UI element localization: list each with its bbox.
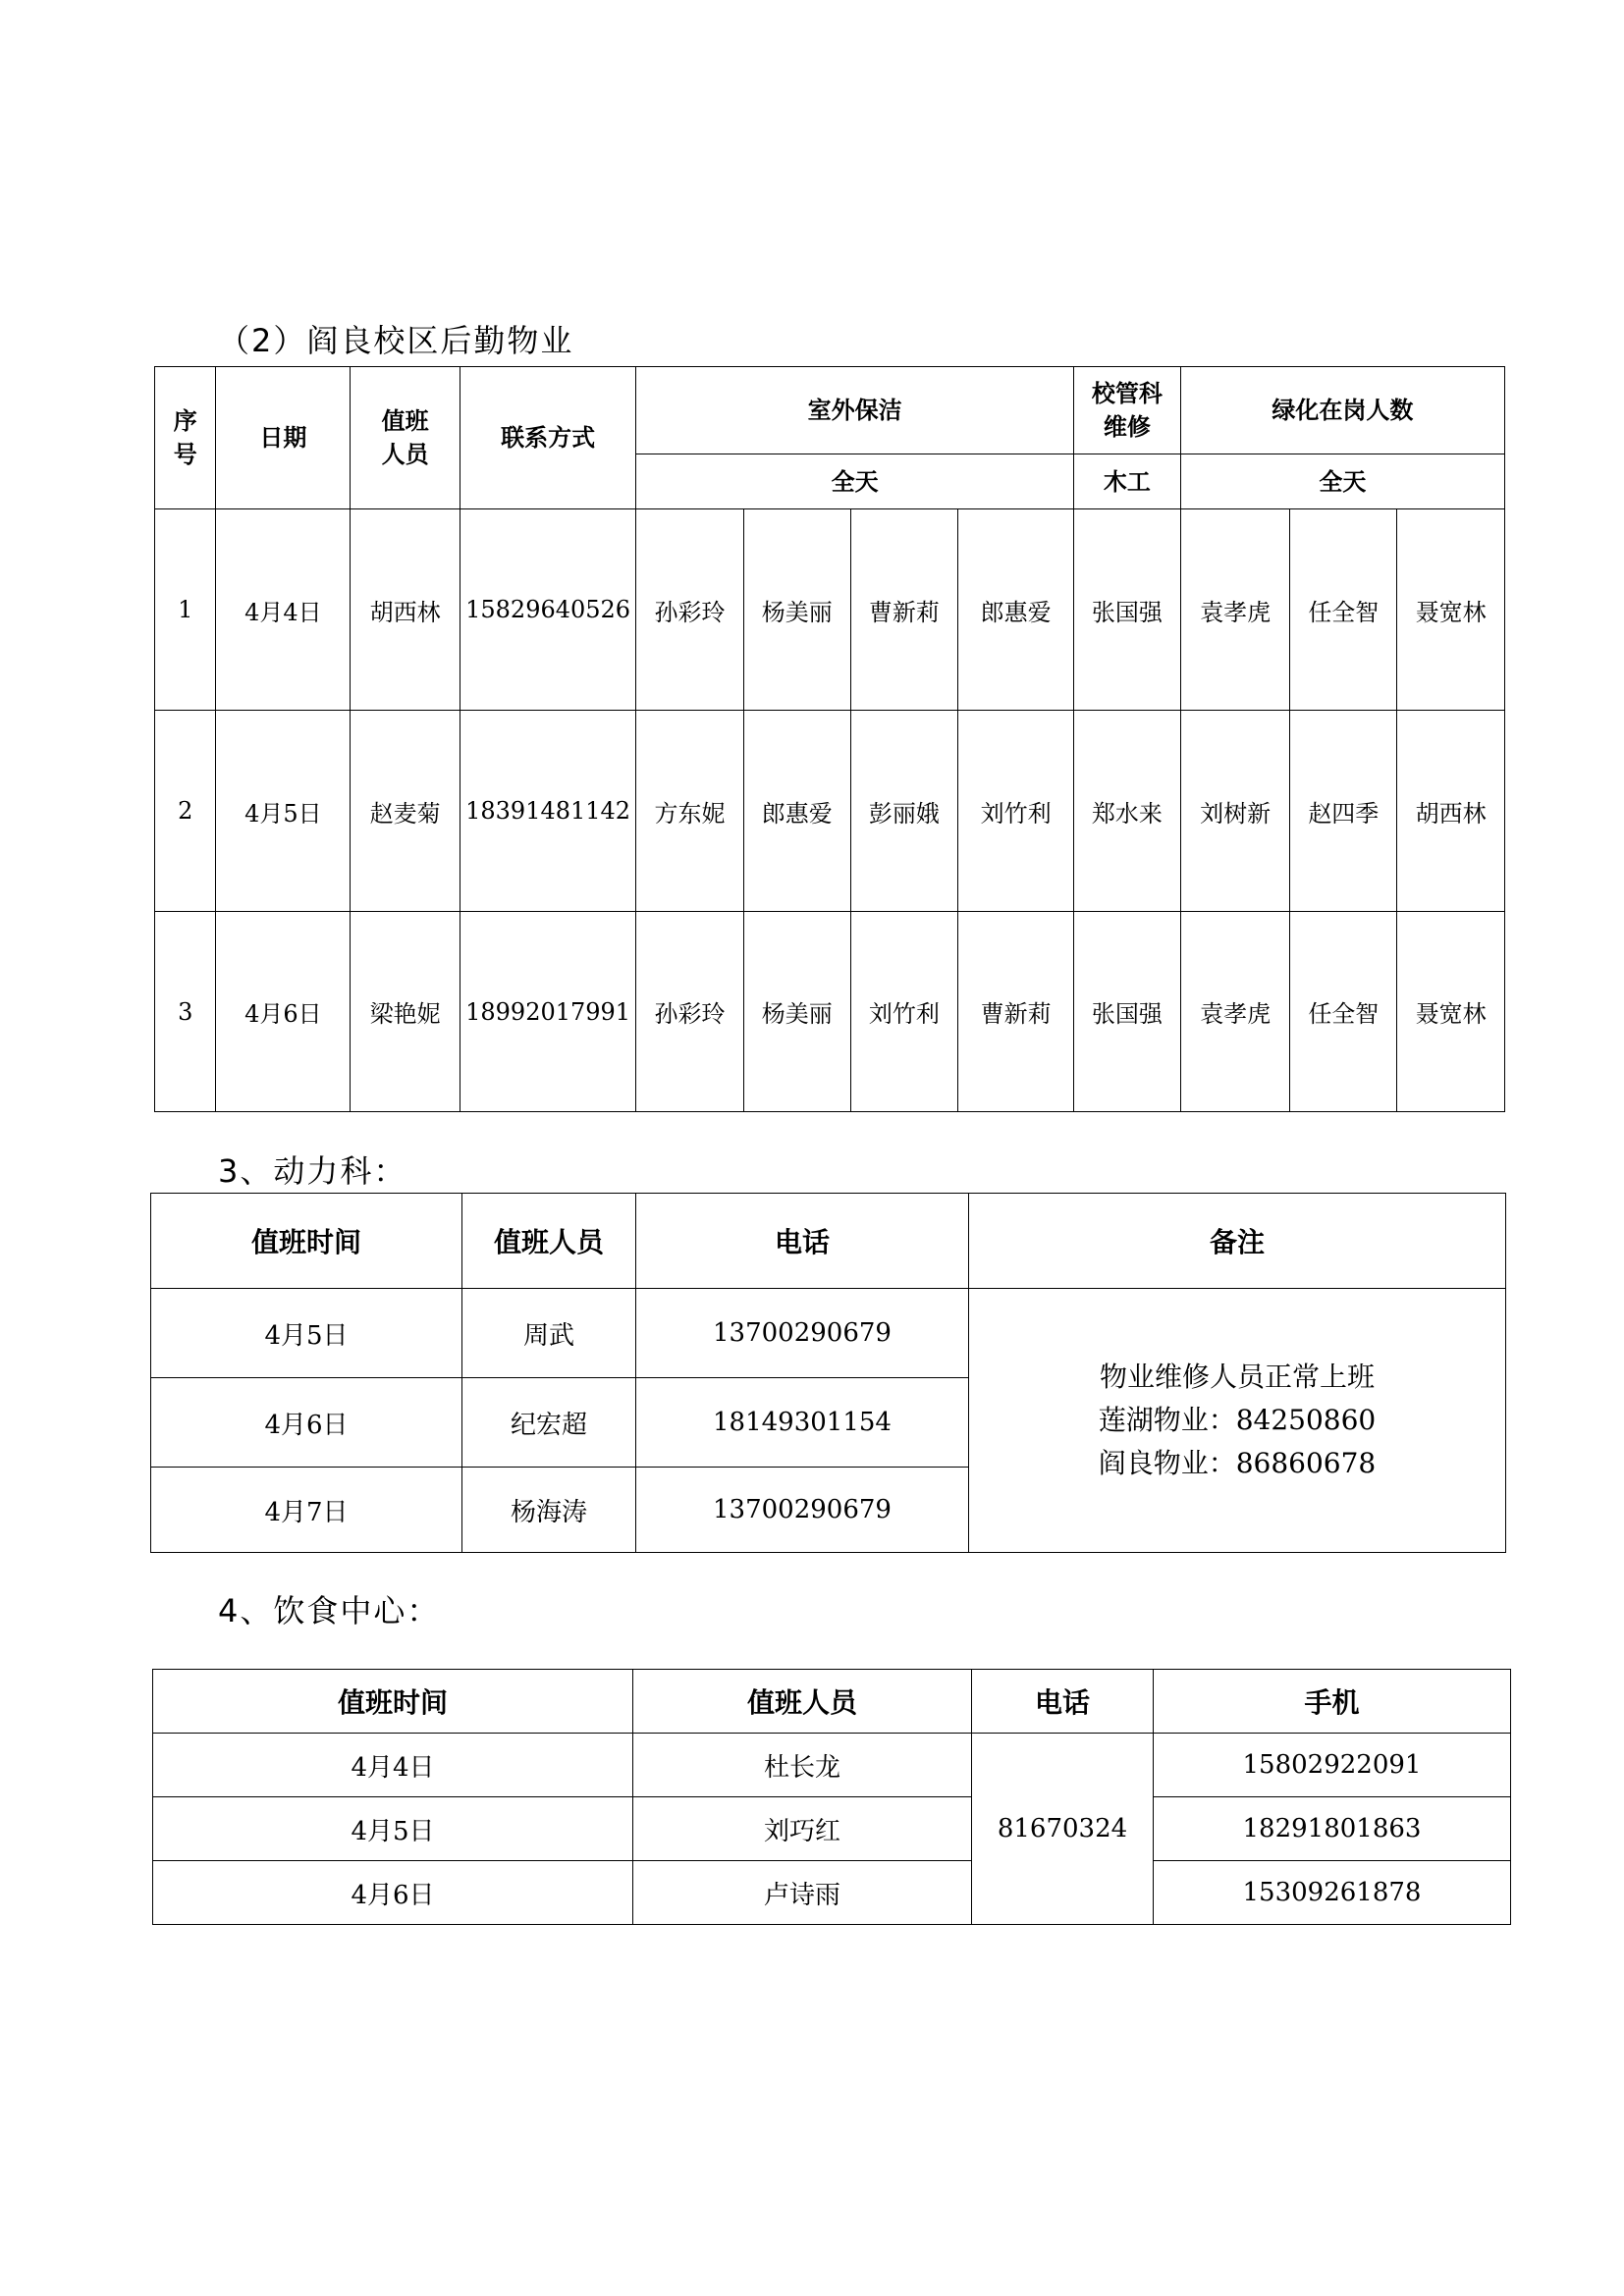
note-line-2: 莲湖物业：84250860 [1098, 1404, 1377, 1436]
duty-date: 4月7日 [151, 1468, 462, 1553]
table-row [155, 509, 1505, 711]
duty-phone: 13700290679 [636, 1289, 969, 1378]
row-greener: 聂宽林 [1397, 509, 1505, 711]
row-cleaner: 杨美丽 [743, 912, 850, 1112]
row-cleaner: 刘竹利 [850, 912, 958, 1112]
header-note: 备注 [969, 1194, 1506, 1289]
row-cleaner: 曹新莉 [958, 912, 1074, 1112]
row-carpenter: 张国强 [1074, 912, 1181, 1112]
duty-staff: 杨海涛 [462, 1468, 636, 1553]
dining-center-table [152, 1669, 1511, 1925]
row-greener: 聂宽林 [1397, 912, 1505, 1112]
row-cleaner: 杨美丽 [743, 509, 850, 711]
row-cleaner: 方东妮 [636, 711, 744, 912]
row-cleaner: 刘竹利 [958, 711, 1074, 912]
duty-phone: 18149301154 [636, 1378, 969, 1468]
row-greener: 袁孝虎 [1180, 912, 1290, 1112]
header-greening-sub: 全天 [1180, 454, 1504, 509]
header-outdoor-cleaning: 室外保洁 [636, 367, 1074, 454]
header-maintenance-sub: 木工 [1074, 454, 1181, 509]
duty-date: 4月6日 [153, 1861, 633, 1925]
header-seq: 序号 [155, 367, 216, 509]
duty-date: 4月5日 [151, 1289, 462, 1378]
header-date: 日期 [216, 367, 351, 509]
row-seq: 1 [155, 509, 216, 711]
table-row [153, 1797, 1511, 1861]
duty-staff: 纪宏超 [462, 1378, 636, 1468]
power-dept-table [150, 1193, 1506, 1553]
duty-phone: 13700290679 [636, 1468, 969, 1553]
header-maintenance: 校管科维修 [1074, 367, 1181, 454]
row-phone: 18391481142 [460, 711, 636, 912]
row-cleaner: 孙彩玲 [636, 912, 744, 1112]
row-cleaner: 郎惠爱 [958, 509, 1074, 711]
duty-mobile: 15309261878 [1154, 1861, 1511, 1925]
duty-date: 4月5日 [153, 1797, 633, 1861]
row-cleaner: 彭丽娥 [850, 711, 958, 912]
header-phone: 电话 [636, 1194, 969, 1289]
row-date: 4月6日 [216, 912, 351, 1112]
row-greener: 刘树新 [1180, 711, 1290, 912]
header-outdoor-sub: 全天 [636, 454, 1074, 509]
section-title-dining-center: 4、饮食中心： [218, 1592, 441, 1629]
row-cleaner: 郎惠爱 [743, 711, 850, 912]
note-line-3: 阎良物业：86860678 [1098, 1447, 1377, 1479]
header-duty-time: 值班时间 [153, 1670, 633, 1734]
row-carpenter: 郑水来 [1074, 711, 1181, 912]
row-staff: 梁艳妮 [351, 912, 460, 1112]
row-phone: 15829640526 [460, 509, 636, 711]
header-mobile: 手机 [1154, 1670, 1511, 1734]
row-greener: 任全智 [1290, 509, 1397, 711]
row-date: 4月5日 [216, 711, 351, 912]
row-date: 4月4日 [216, 509, 351, 711]
table-row [155, 912, 1505, 1112]
header-contact: 联系方式 [460, 367, 636, 509]
row-staff: 赵麦菊 [351, 711, 460, 912]
table-row [155, 711, 1505, 912]
note-cell [969, 1289, 1506, 1553]
header-duty-time: 值班时间 [151, 1194, 462, 1289]
duty-date: 4月6日 [151, 1378, 462, 1468]
section-title-power-dept: 3、动力科： [218, 1152, 407, 1190]
duty-mobile: 15802922091 [1154, 1734, 1511, 1797]
row-greener: 任全智 [1290, 912, 1397, 1112]
duty-staff: 杜长龙 [633, 1734, 972, 1797]
header-duty-staff: 值班人员 [633, 1670, 972, 1734]
row-greener: 赵四季 [1290, 711, 1397, 912]
row-greener: 胡西林 [1397, 711, 1505, 912]
table-row [153, 1861, 1511, 1925]
header-phone: 电话 [972, 1670, 1154, 1734]
duty-staff: 周武 [462, 1289, 636, 1378]
row-seq: 3 [155, 912, 216, 1112]
row-seq: 2 [155, 711, 216, 912]
row-cleaner: 曹新莉 [850, 509, 958, 711]
table-row [153, 1734, 1511, 1797]
row-phone: 18992017991 [460, 912, 636, 1112]
table-row [151, 1289, 1506, 1378]
shared-phone: 81670324 [972, 1734, 1154, 1925]
duty-mobile: 18291801863 [1154, 1797, 1511, 1861]
row-carpenter: 张国强 [1074, 509, 1181, 711]
duty-staff: 卢诗雨 [633, 1861, 972, 1925]
duty-date: 4月4日 [153, 1734, 633, 1797]
row-cleaner: 孙彩玲 [636, 509, 744, 711]
section-title-yanliang-property: （2）阎良校区后勤物业 [218, 322, 574, 359]
header-duty-staff: 值班人员 [462, 1194, 636, 1289]
row-greener: 袁孝虎 [1180, 509, 1290, 711]
row-staff: 胡西林 [351, 509, 460, 711]
header-greening: 绿化在岗人数 [1180, 367, 1504, 454]
duty-staff: 刘巧红 [633, 1797, 972, 1861]
note-line-1: 物业维修人员正常上班 [1099, 1361, 1375, 1393]
yanliang-property-table [154, 366, 1505, 1112]
header-staff: 值班人员 [351, 367, 460, 509]
